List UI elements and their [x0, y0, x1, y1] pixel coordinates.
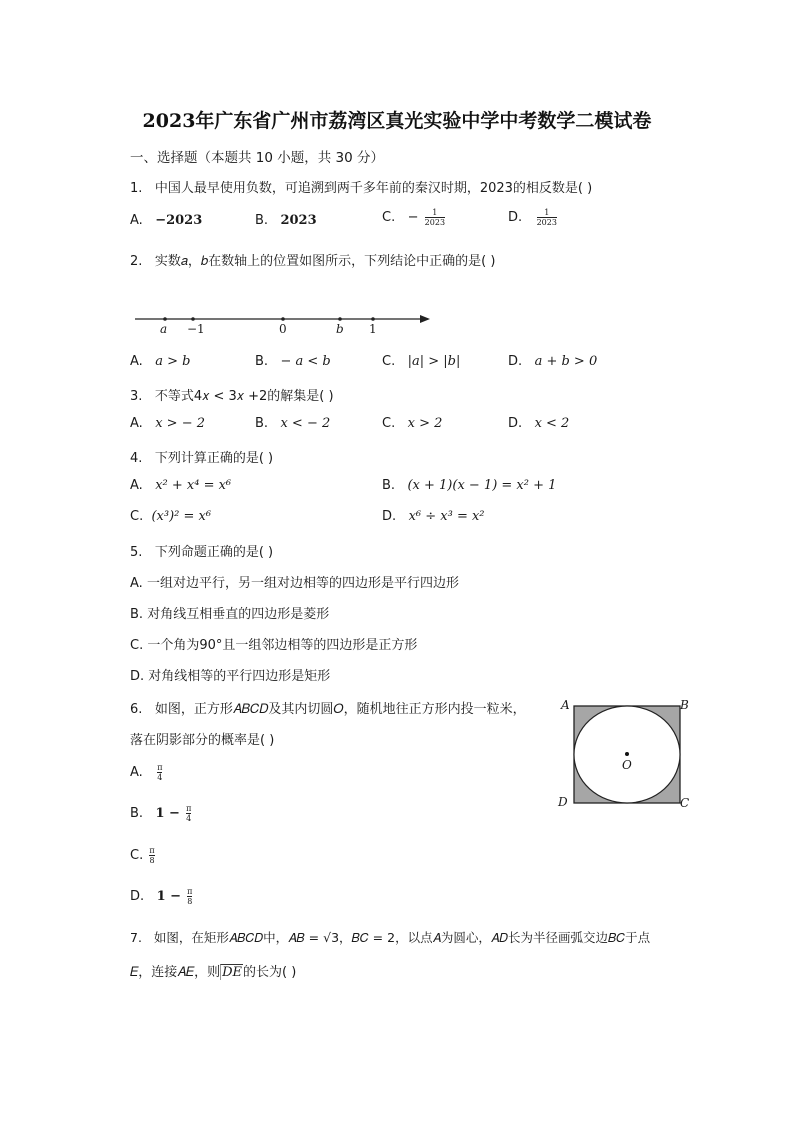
option-prefix: 1 − [156, 889, 182, 904]
question-text: 的长为( ) [243, 965, 297, 980]
q5-option-b [130, 603, 329, 622]
option-letter: D. [130, 889, 145, 904]
question-text: 不等式4𝑥 < 3𝑥 +2的解集是( ) [154, 389, 334, 404]
option-value: 一组对边平行，另一组对边相等的四边形是平行四边形 [146, 576, 459, 591]
option-value: 2023 [280, 213, 317, 228]
question-1 [130, 177, 592, 196]
option-value: 𝑥 > 2 [407, 416, 443, 431]
option-letter: C. [130, 509, 144, 524]
fig-label-b: B [680, 698, 689, 712]
q5-option-c [130, 634, 417, 653]
question-2 [130, 250, 495, 269]
q4-option-d [382, 509, 485, 524]
option-prefix: 1 − [155, 806, 180, 821]
q6-option-d [130, 887, 194, 906]
question-number: 2. [130, 254, 143, 269]
option-value: 𝑎 + 𝑏 > 0 [534, 354, 598, 369]
question-number: 5. [130, 545, 143, 560]
section-heading: 一、选择题（本题共 10 小题，共 30 分） [130, 150, 385, 166]
q5-option-d [130, 665, 330, 684]
option-letter: C. [130, 638, 144, 653]
option-value: 𝑥⁶ ÷ 𝑥³ = 𝑥² [408, 509, 485, 524]
question-7-line2 [130, 961, 296, 980]
option-letter: C. [130, 848, 144, 863]
question-number: 3. [130, 389, 143, 404]
question-text: 下列命题正确的是( ) [154, 545, 274, 560]
q6-option-a [130, 763, 164, 782]
fraction [187, 887, 192, 906]
q4-option-a [130, 478, 231, 493]
q1-option-b [255, 213, 317, 228]
fraction [537, 208, 557, 227]
question-7 [130, 928, 650, 946]
q1-option-a [130, 213, 202, 228]
q3-option-c [382, 416, 442, 431]
option-letter: A. [130, 416, 143, 431]
fraction [157, 763, 162, 782]
option-value: − 𝑎 < 𝑏 [280, 354, 331, 369]
nl-label-b: 𝑏 [336, 322, 344, 336]
question-text: 如图，正方形𝐴𝐵𝐶𝐷及其内切圆𝑂，随机地往正方形内投一粒米， [154, 702, 526, 717]
option-letter: B. [130, 806, 144, 821]
question-text: 实数𝑎，𝑏在数轴上的位置如图所示，下列结论中正确的是( ) [154, 254, 496, 269]
option-letter: B. [130, 607, 144, 622]
option-value: 𝑥 > − 2 [155, 416, 205, 431]
option-letter: B. [382, 478, 396, 493]
option-letter: C. [382, 416, 396, 431]
question-text: 中国人最早使用负数，可追溯到两千多年前的秦汉时期，2023的相反数是( ) [154, 181, 593, 196]
fig-label-a: A [561, 698, 570, 712]
question-6-line2: 落在阴影部分的概率是( ) [130, 733, 275, 748]
option-value: 𝑎 > 𝑏 [155, 354, 191, 369]
q3-option-d [508, 416, 569, 431]
option-letter: A. [130, 478, 143, 493]
option-letter: D. [382, 509, 397, 524]
tick-point-neg1 [191, 317, 195, 321]
option-value: |𝑎| > |𝑏| [407, 354, 461, 369]
q2-option-a [130, 354, 190, 369]
denominator: 2023 [424, 218, 446, 227]
option-letter: A. [130, 765, 143, 780]
q1-option-d [508, 208, 559, 227]
option-sign: − [407, 210, 419, 225]
option-value: 一个角为90°且一组邻边相等的四边形是正方形 [147, 638, 418, 653]
q6-option-b [130, 804, 193, 823]
question-text: 下列计算正确的是( ) [154, 451, 274, 466]
fig-label-o: O [622, 758, 632, 772]
option-letter: B. [255, 354, 269, 369]
option-letter: A. [130, 576, 143, 591]
nl-label-a: 𝑎 [160, 322, 168, 336]
question-5 [130, 541, 273, 560]
denominator: 8 [187, 897, 193, 906]
option-value: 𝑥 < − 2 [280, 416, 331, 431]
q4-option-b [382, 478, 556, 493]
numerator: 1 [544, 208, 550, 217]
tick-point-0 [281, 317, 285, 321]
q2-option-d [508, 354, 597, 369]
nl-label-0: 0 [279, 322, 287, 336]
question-text: 𝐸，连接𝐴𝐸，则 [130, 965, 221, 980]
denominator: 8 [149, 856, 155, 865]
page-title: 2023年广东省广州市荔湾区真光实验中学中考数学二模试卷 [142, 110, 652, 132]
denominator: 4 [157, 773, 163, 782]
nl-label-neg1: −1 [187, 322, 205, 336]
tick-point-1 [371, 317, 375, 321]
option-value: −2023 [155, 213, 203, 228]
tick-point-b [338, 317, 342, 321]
q1-option-c [382, 208, 447, 227]
numerator: π [186, 804, 192, 813]
center-point-o [625, 752, 629, 756]
denominator: 2023 [536, 218, 557, 227]
numerator: 1 [432, 208, 438, 217]
question-number: 6. [130, 702, 143, 717]
option-letter: A. [130, 354, 143, 369]
q5-option-a [130, 572, 459, 591]
option-value: 𝑥 < 2 [534, 416, 570, 431]
q4-option-c [130, 509, 211, 524]
option-letter: A. [130, 213, 143, 228]
fraction [425, 208, 445, 227]
numerator: π [187, 887, 193, 896]
option-value: (𝑥 + 1)(𝑥 − 1) = 𝑥² + 1 [407, 478, 557, 493]
option-letter: D. [508, 416, 523, 431]
q3-option-a [130, 416, 205, 431]
option-letter: D. [130, 669, 145, 684]
option-letter: B. [255, 416, 269, 431]
tick-point-a [163, 317, 167, 321]
denominator: 4 [186, 814, 192, 823]
square-incircle-figure [571, 703, 683, 805]
q2-option-c [382, 354, 460, 369]
q2-option-b [255, 354, 331, 369]
q6-option-c [130, 846, 157, 865]
option-letter: D. [508, 210, 523, 225]
question-number: 4. [130, 451, 143, 466]
question-number: 1. [130, 181, 143, 196]
question-6 [130, 698, 526, 717]
fig-label-d: D [558, 795, 568, 809]
q3-option-b [255, 416, 330, 431]
option-letter: C. [382, 354, 396, 369]
option-letter: C. [382, 210, 396, 225]
arc-notation: 𝐷𝐸 [222, 965, 243, 980]
option-letter: D. [508, 354, 523, 369]
option-value: 𝑥² + 𝑥⁴ = 𝑥⁶ [155, 478, 232, 493]
option-value: 对角线互相垂直的四边形是菱形 [147, 607, 330, 622]
question-4 [130, 447, 273, 466]
fraction [149, 846, 154, 865]
fig-label-c: C [680, 796, 690, 810]
fraction [186, 804, 191, 823]
question-3 [130, 385, 334, 404]
arrow-head-icon [420, 315, 430, 323]
question-text: 如图，在矩形𝐴𝐵𝐶𝐷中，𝐴𝐵 = √3，𝐵𝐶 = 2，以点𝐴为圆心，𝐴𝐷长为半径画弧交边𝐵𝐶于点 [153, 930, 651, 945]
option-value: (𝑥³)² = 𝑥⁶ [151, 509, 212, 524]
option-letter: B. [255, 213, 269, 228]
nl-label-1: 1 [369, 322, 377, 336]
question-number: 7. [130, 930, 142, 945]
option-value: 对角线相等的平行四边形是矩形 [148, 669, 331, 684]
numerator: π [157, 763, 163, 772]
numerator: π [149, 846, 155, 855]
